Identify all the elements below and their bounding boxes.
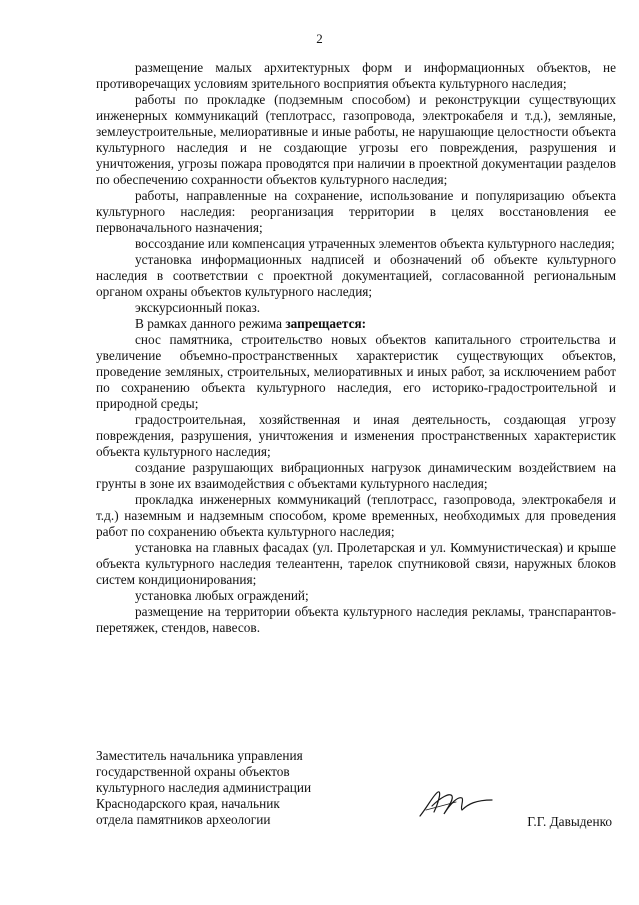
prohibited-item-demolition: снос памятника, строительство новых объектов капитального строительства и увеличение объемно-пространственных характеристик существующих объектов, проведение земляных, строительных, мелиоративных и иных работ, за исключением работ по сохранению объекта культурного наследия, его историко-градостроительной и природной среды;: [96, 332, 616, 411]
signer-position-line: культурного наследия администрации: [96, 780, 312, 795]
prohibited-item-facade-equipment: установка на главных фасадах (ул. Пролетарская и ул. Коммунистическая) и крыше объекта культурного наследия телеантенн, тарелок спутниковой связи, наружных блоков систем кондиционирования;: [96, 540, 616, 587]
paragraph-small-architecture: размещение малых архитектурных форм и информационных объектов, не противоречащих условиям зрительного восприятия объекта культурного наследия;: [96, 60, 616, 91]
paragraph-utility-works: работы по прокладке (подземным способом) и реконструкции существующих инженерных коммуникаций (теплотрасс, газопровода, электрокабеля и т.д.), земляные, землеустроительные, мелиоративные и иные работы, не нарушающие целостности объекта культурного наследия и не создающие угрозы его повреждения, разрушения и уничтожения, угрозы пожара проводятся при наличии в проектной документации разделов по обеспечению сохранности объектов культурного наследия;: [96, 92, 616, 187]
paragraph-reconstruction: воссоздание или компенсация утраченных элементов объекта культурного наследия;: [135, 236, 615, 251]
signer-name: Г.Г. Давыденко: [527, 814, 612, 829]
paragraph-info-signs: установка информационных надписей и обозначений об объекте культурного наследия в соответствии с проектной документацией, согласованной региональным органом охраны объектов культурного наследия;: [96, 252, 616, 299]
handwritten-signature: [416, 786, 496, 822]
signer-position-line: государственной охраны объектов: [96, 764, 290, 779]
paragraph-excursion: экскурсионный показ.: [135, 300, 261, 315]
signer-position-line: Краснодарского края, начальник: [96, 796, 280, 811]
page-number: 2: [316, 31, 323, 46]
prohibition-keyword: запрещается:: [285, 316, 367, 331]
signer-position-line: отдела памятников археологии: [96, 812, 271, 827]
prohibition-heading: [96, 316, 616, 332]
prohibited-item-vibration: создание разрушающих вибрационных нагрузок динамическим воздействием на грунты в зоне их взаимодействия с объектами культурного наследия;: [96, 460, 616, 491]
prohibition-intro: В рамках данного режима: [135, 316, 286, 331]
prohibited-item-advertising: размещение на территории объекта культурного наследия рекламы, транспарантов-перетяжек, стендов, навесов.: [96, 604, 616, 635]
signature-block: [96, 748, 616, 828]
paragraph-preservation-works: работы, направленные на сохранение, использование и популяризацию объекта культурного наследия: реорганизация территории в целях восстановления ее первоначального назначения;: [96, 188, 616, 235]
prohibited-item-fences: установка любых ограждений;: [135, 588, 309, 603]
signer-position: [96, 748, 376, 828]
signer-position-line: Заместитель начальника управления: [96, 748, 303, 763]
prohibited-item-overground-utilities: прокладка инженерных коммуникаций (теплотрасс, газопровода, электрокабеля и т.д.) наземным и надземным способом, кроме временных, необходимых для проведения работ по сохранению объекта культурного наследия;: [96, 492, 616, 539]
document-body: [96, 60, 616, 636]
prohibited-item-harmful-activity: градостроительная, хозяйственная и иная деятельность, создающая угрозу повреждения, разрушения, уничтожения и изменения пространственных характеристик объекта культурного наследия;: [96, 412, 616, 459]
